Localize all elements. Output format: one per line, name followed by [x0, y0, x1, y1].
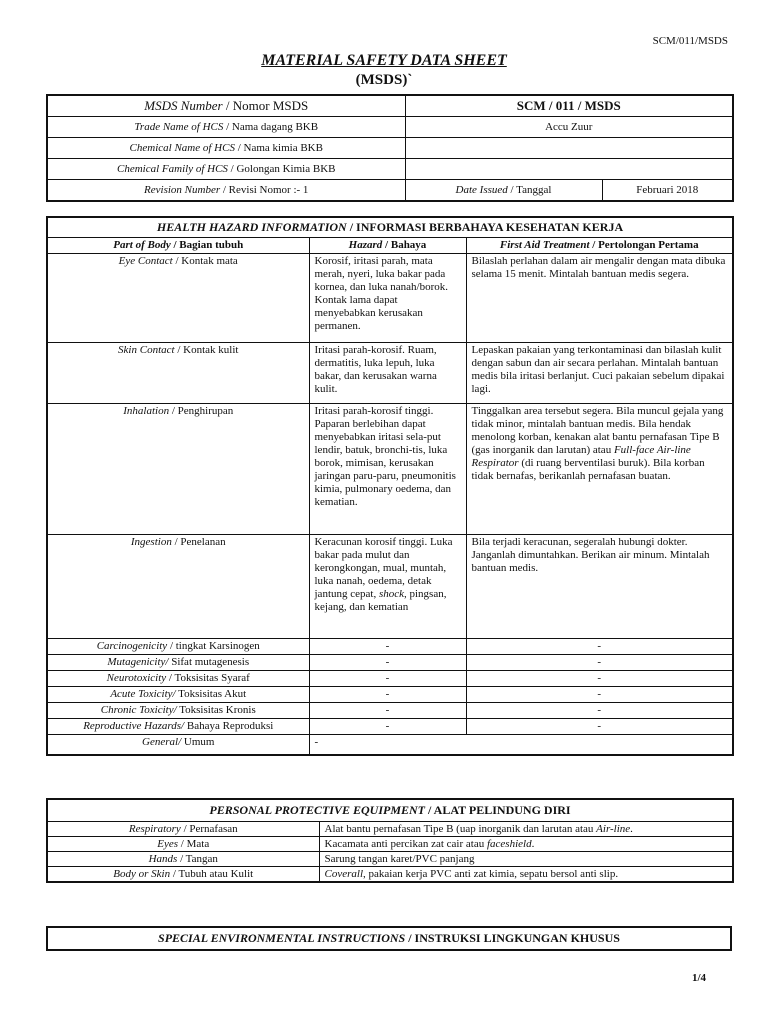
aid-neurotoxicity: - — [466, 671, 733, 687]
part-en: Acute Toxicity/ — [110, 688, 176, 700]
part-id: Toksisitas Akut — [175, 688, 247, 700]
ppe-body-label — [47, 867, 319, 883]
aid-eye: Bilaslah perlahan dalam air mengalir dengan mata dibuka selama 15 menit. Mintalah bantuan medis segera. — [466, 254, 733, 343]
aid-text: Tinggalkan area tersebut segera. Bila muncul gejala yang tidak minor, mintalah bantuan medis. Bila hendak menolong korban, kenakan alat bantu pernafasan Tipe B (gas inorganik dan larutan) atau — [471, 405, 724, 456]
chemical-family-label — [47, 159, 405, 180]
label-en: Chemical Name of HCS — [129, 142, 235, 154]
part-carcinogenicity — [47, 639, 309, 655]
table-row — [47, 719, 733, 735]
health-column-headers — [47, 238, 733, 254]
value-term: Coverall — [324, 868, 363, 880]
ppe-eyes-label — [47, 837, 319, 852]
page-subtitle: (MSDS)` — [355, 72, 413, 88]
aid-carcinogenicity: - — [466, 639, 733, 655]
label-id: / Mata — [178, 838, 210, 850]
environmental-heading — [47, 927, 731, 950]
hazard-carcinogenicity: - — [309, 639, 466, 655]
value-text: . — [630, 823, 633, 835]
value-term: faceshield — [486, 838, 532, 850]
part-ingestion — [47, 535, 309, 639]
part-acute-toxicity — [47, 687, 309, 703]
chemical-family-value — [405, 159, 733, 180]
part-en: Reproductive Hazards/ — [83, 720, 185, 732]
table-row — [47, 655, 733, 671]
page-number: 1/4 — [691, 972, 706, 984]
part-id: Sifat mutagenesis — [168, 656, 250, 668]
ppe-table — [46, 798, 734, 883]
trade-name-label — [47, 117, 405, 138]
label-id: / Nomor MSDS — [222, 98, 309, 113]
label-id: / Tangan — [177, 853, 218, 865]
identification-table — [46, 94, 734, 202]
hazard-skin: Iritasi parah-korosif. Ruam, dermatitis, luka lepuh, luka bakar, dan kerusakan warna kulit. — [309, 343, 466, 404]
part-id: / tingkat Karsinogen — [167, 640, 260, 652]
ppe-heading — [47, 799, 733, 822]
ppe-hands-label — [47, 852, 319, 867]
label-en: Chemical Family of HCS — [117, 163, 228, 175]
chemical-name-value — [405, 138, 733, 159]
date-label — [405, 180, 602, 202]
part-id: / Penelanan — [171, 536, 226, 548]
chemical-name-row — [47, 138, 733, 159]
heading-en: HEALTH HAZARD INFORMATION — [156, 220, 347, 234]
heading-id: / INFORMASI BERBAHAYA KESEHATAN KERJA — [346, 220, 624, 234]
part-en: Chronic Toxicity/ — [100, 704, 177, 716]
ppe-eyes-value — [319, 837, 733, 852]
aid-chronic-toxicity: - — [466, 703, 733, 719]
part-en: Neurotoxicity — [106, 672, 167, 684]
date-value: Februari 2018 — [602, 180, 733, 202]
document-code: SCM/011/MSDS — [652, 35, 728, 47]
hazard-eye: Korosif, iritasi parah, mata merah, nyeri, luka bakar pada kornea, dan luka nanah/borok. Kontak lama dapat menyebabkan kerusakan permanen. — [309, 254, 466, 343]
hazard-acute-toxicity: - — [309, 687, 466, 703]
col-id: / Pertolongan Pertama — [589, 239, 699, 251]
page-title: MATERIAL SAFETY DATA SHEET — [261, 52, 507, 69]
part-en: Skin Contact — [118, 344, 175, 356]
hazard-chronic-toxicity: - — [309, 703, 466, 719]
table-row — [47, 254, 733, 343]
table-row — [47, 837, 733, 852]
value-text: Kacamata anti percikan zat cair atau — [324, 838, 487, 850]
ppe-hands-value: Sarung tangan karet/PVC panjang — [319, 852, 733, 867]
msds-number-label — [47, 95, 405, 117]
trade-name-row — [47, 117, 733, 138]
label-en: Eyes — [157, 838, 179, 850]
label-id: / Tanggal — [507, 184, 552, 196]
part-reproductive-hazards — [47, 719, 309, 735]
part-skin — [47, 343, 309, 404]
part-id: Bahaya Reproduksi — [184, 720, 274, 732]
part-id: / Penghirupan — [169, 405, 234, 417]
part-inhalation — [47, 404, 309, 535]
aid-skin: Lepaskan pakaian yang terkontaminasi dan bilaslah kulit dengan sabun dan air secara perlahan. Mintalah bantuan medis bila iritasi berlanjut. Cuci pakaian sebelum dipakai lagi. — [466, 343, 733, 404]
ppe-body-value — [319, 867, 733, 883]
chemical-family-row — [47, 159, 733, 180]
label-en: Respiratory — [128, 823, 181, 835]
label-en: Hands — [148, 853, 178, 865]
hazard-ingestion — [309, 535, 466, 639]
part-id: Umum — [181, 736, 215, 748]
part-chronic-toxicity — [47, 703, 309, 719]
table-row — [47, 735, 733, 755]
table-row — [47, 822, 733, 837]
label-en: MSDS Number — [144, 98, 223, 113]
part-en: General/ — [142, 736, 182, 748]
chemical-name-label — [47, 138, 405, 159]
col-id: / Bagian tubuh — [170, 239, 244, 251]
ppe-respiratory-label — [47, 822, 319, 837]
environmental-table — [46, 926, 732, 951]
label-en: Body or Skin — [113, 868, 171, 880]
label-en: Date Issued — [455, 184, 508, 196]
table-row — [47, 404, 733, 535]
aid-term: Full-face Air-line Respirator — [471, 444, 691, 469]
general-value: - — [309, 735, 733, 755]
part-general — [47, 735, 309, 755]
msds-number-row — [47, 95, 733, 117]
hazard-reproductive: - — [309, 719, 466, 735]
col-en: First Aid Treatment — [499, 239, 590, 251]
hazard-text: , pingsan, kejang, dan kematian — [314, 588, 447, 613]
revision-label — [47, 180, 405, 202]
table-row — [47, 671, 733, 687]
col-first-aid — [466, 238, 733, 254]
value-text: Alat bantu pernafasan Tipe B (uap inorganik dan larutan atau — [324, 823, 597, 835]
heading-en: SPECIAL ENVIRONMENTAL INSTRUCTIONS — [158, 931, 406, 945]
label-id: / Pernafasan — [180, 823, 238, 835]
part-en: Carcinogenicity — [96, 640, 168, 652]
revision-row — [47, 180, 733, 202]
table-row — [47, 687, 733, 703]
aid-mutagenicity: - — [466, 655, 733, 671]
part-eye — [47, 254, 309, 343]
hazard-mutagenicity: - — [309, 655, 466, 671]
col-en: Hazard — [348, 239, 383, 251]
hazard-neurotoxicity: - — [309, 671, 466, 687]
label-id: / Tubuh atau Kulit — [170, 868, 254, 880]
table-row — [47, 852, 733, 867]
aid-reproductive: - — [466, 719, 733, 735]
value-text: , pakaian kerja PVC anti zat kimia, sepatu bersol anti slip. — [363, 868, 619, 880]
aid-ingestion: Bila terjadi keracunan, segeralah hubungi dokter. Janganlah dimuntahkan. Berikan air minum. Mintalah bantuan medis. — [466, 535, 733, 639]
health-hazard-table — [46, 216, 734, 756]
part-en: Eye Contact — [118, 255, 173, 267]
ppe-respiratory-value — [319, 822, 733, 837]
value-term: Air-line — [596, 823, 631, 835]
table-row — [47, 867, 733, 883]
part-en: Ingestion — [130, 536, 172, 548]
heading-id: / ALAT PELINDUNG DIRI — [425, 803, 571, 817]
table-row — [47, 639, 733, 655]
part-neurotoxicity — [47, 671, 309, 687]
heading-id: / INSTRUKSI LINGKUNGAN KHUSUS — [405, 931, 620, 945]
trade-name-value: Accu Zuur — [405, 117, 733, 138]
label-id: / Golongan Kimia BKB — [227, 163, 336, 175]
col-hazard — [309, 238, 466, 254]
heading-en: PERSONAL PROTECTIVE EQUIPMENT — [209, 803, 425, 817]
col-id: / Bahaya — [382, 239, 427, 251]
value-text: . — [531, 838, 535, 850]
label-id: / Nama kimia BKB — [234, 142, 323, 154]
hazard-text: Keracunan korosif tinggi. Luka bakar pada mulut dan kerongkongan, mual, muntah, luka nanah, oedema, detak jantung cepat, — [314, 536, 453, 600]
part-id: / Toksisitas Syaraf — [166, 672, 250, 684]
part-id: Toksisitas Kronis — [176, 704, 256, 716]
part-mutagenicity — [47, 655, 309, 671]
aid-acute-toxicity: - — [466, 687, 733, 703]
table-row — [47, 703, 733, 719]
part-en: Mutagenicity/ — [107, 656, 169, 668]
hazard-term: shock — [378, 588, 404, 600]
col-en: Part of Body — [113, 239, 171, 251]
label-id: / Revisi Nomor :- 1 — [220, 184, 309, 196]
table-row — [47, 343, 733, 404]
label-id: / Nama dagang BKB — [223, 121, 319, 133]
part-id: / Kontak mata — [172, 255, 238, 267]
label-en: Revision Number — [144, 184, 221, 196]
msds-number-value: SCM / 011 / MSDS — [405, 95, 733, 117]
hazard-inhalation: Iritasi parah-korosif tinggi. Paparan berlebihan dapat menyebabkan iritasi sela-put lendir, batuk, bronchi-tis, luka borok, mimisan, kerusakan jaringan paru-paru, pneumonitis kimia, pulmonary oedema, dan kematian. — [309, 404, 466, 535]
health-hazard-heading — [47, 217, 733, 238]
aid-text: (di ruang berventilasi buruk). Bila korban tidak bernafas, berikanlah pernafasan buatan. — [471, 457, 705, 482]
part-en: Inhalation — [123, 405, 170, 417]
label-en: Trade Name of HCS — [134, 121, 224, 133]
table-row — [47, 535, 733, 639]
part-id: / Kontak kulit — [174, 344, 239, 356]
col-part-of-body — [47, 238, 309, 254]
aid-inhalation — [466, 404, 733, 535]
